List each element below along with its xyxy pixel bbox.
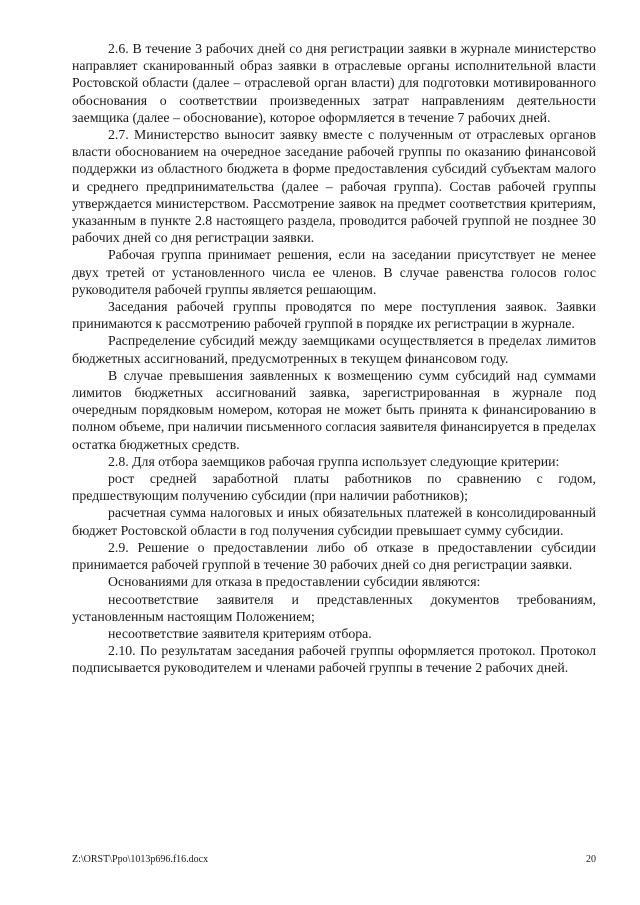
- paragraph-2-10: 2.10. По результатам заседания рабочей группы оформляется протокол. Протокол подписывается руководителем и членами рабочей группы в течение 2 рабочих дней.: [72, 643, 596, 676]
- paragraph-2-9: 2.9. Решение о предоставлении либо об отказе в предоставлении субсидии принимается рабочей группой в течение 30 рабочих дней со дня регистрации заявки.: [72, 539, 596, 573]
- footer-file-path: Z:\ORST\Ppo\1013p696.f16.docx: [72, 854, 209, 865]
- paragraph-meetings: Заседания рабочей группы проводятся по мере поступления заявок. Заявки принимаются к рассмотрению рабочей группой в порядке их регистрации в журнале.: [72, 299, 596, 332]
- document-body: [72, 40, 596, 677]
- paragraph-refusal-grounds: Основаниями для отказа в предоставлении субсидии являются:: [108, 574, 481, 590]
- refusal-item-criteria: несоответствие заявителя критериям отбора.: [108, 625, 372, 641]
- paragraph-2-6: 2.6. В течение 3 рабочих дней со дня регистрации заявки в журнале министерство направляет сканированный образ заявки в отраслевые органы исполнительной власти Ростовской области (далее – отраслевой орган власти) для подготовки мотивированного обоснования о соответствии произведенных затрат направлениям деятельности заемщика (далее – обоснование), которое оформляется в течение 7 рабочих дней.: [72, 41, 596, 125]
- criteria-item-wages: рост средней заработной платы работников по сравнению с годом, предшествующим получению субсидии (при наличии работников);: [72, 471, 596, 504]
- paragraph-2-8: 2.8. Для отбора заемщиков рабочая группа использует следующие критерии:: [108, 453, 560, 469]
- page-footer: [72, 854, 596, 865]
- paragraph-2-7: 2.7. Министерство выносит заявку вместе с полученным от отраслевых органов власти обоснованием на очередное заседание рабочей группы по оказанию финансовой поддержки из областного бюджета в форме предоставления субсидий субъектам малого и среднего предпринимательства (далее – рабочая группа). Состав рабочей группы утверждается министерством. Рассмотрение заявок на предмет соответствия критериям, указанным в пункте 2.8 настоящего раздела, проводится рабочей группой не позднее 30 рабочих дней со дня регистрации заявки.: [72, 127, 596, 246]
- page-number: 20: [586, 854, 596, 865]
- paragraph-quorum: Рабочая группа принимает решения, если на заседании присутствует не менее двух третей от установленного числа ее членов. В случае равенства голосов голос руководителя рабочей группы является решающим.: [72, 247, 596, 297]
- criteria-item-taxes: расчетная сумма налоговых и иных обязательных платежей в консолидированный бюджет Ростовской области в год получения субсидии превышает сумму субсидии.: [72, 505, 596, 538]
- paragraph-excess: В случае превышения заявленных к возмещению сумм субсидий над суммами лимитов бюджетных ассигнований заявка, зарегистрированная в журнале под очередным порядковым номером, которая не может быть принята к финансированию в полном объеме, при наличии письменного согласия заявителя финансируется в пределах остатка бюджетных средств.: [72, 367, 596, 452]
- refusal-item-documents: несоответствие заявителя и представленных документов требованиям, установленным настоящим Положением;: [72, 591, 596, 624]
- paragraph-distribution: Распределение субсидий между заемщиками осуществляется в пределах лимитов бюджетных ассигнований, предусмотренных в текущем финансовом году.: [72, 333, 596, 366]
